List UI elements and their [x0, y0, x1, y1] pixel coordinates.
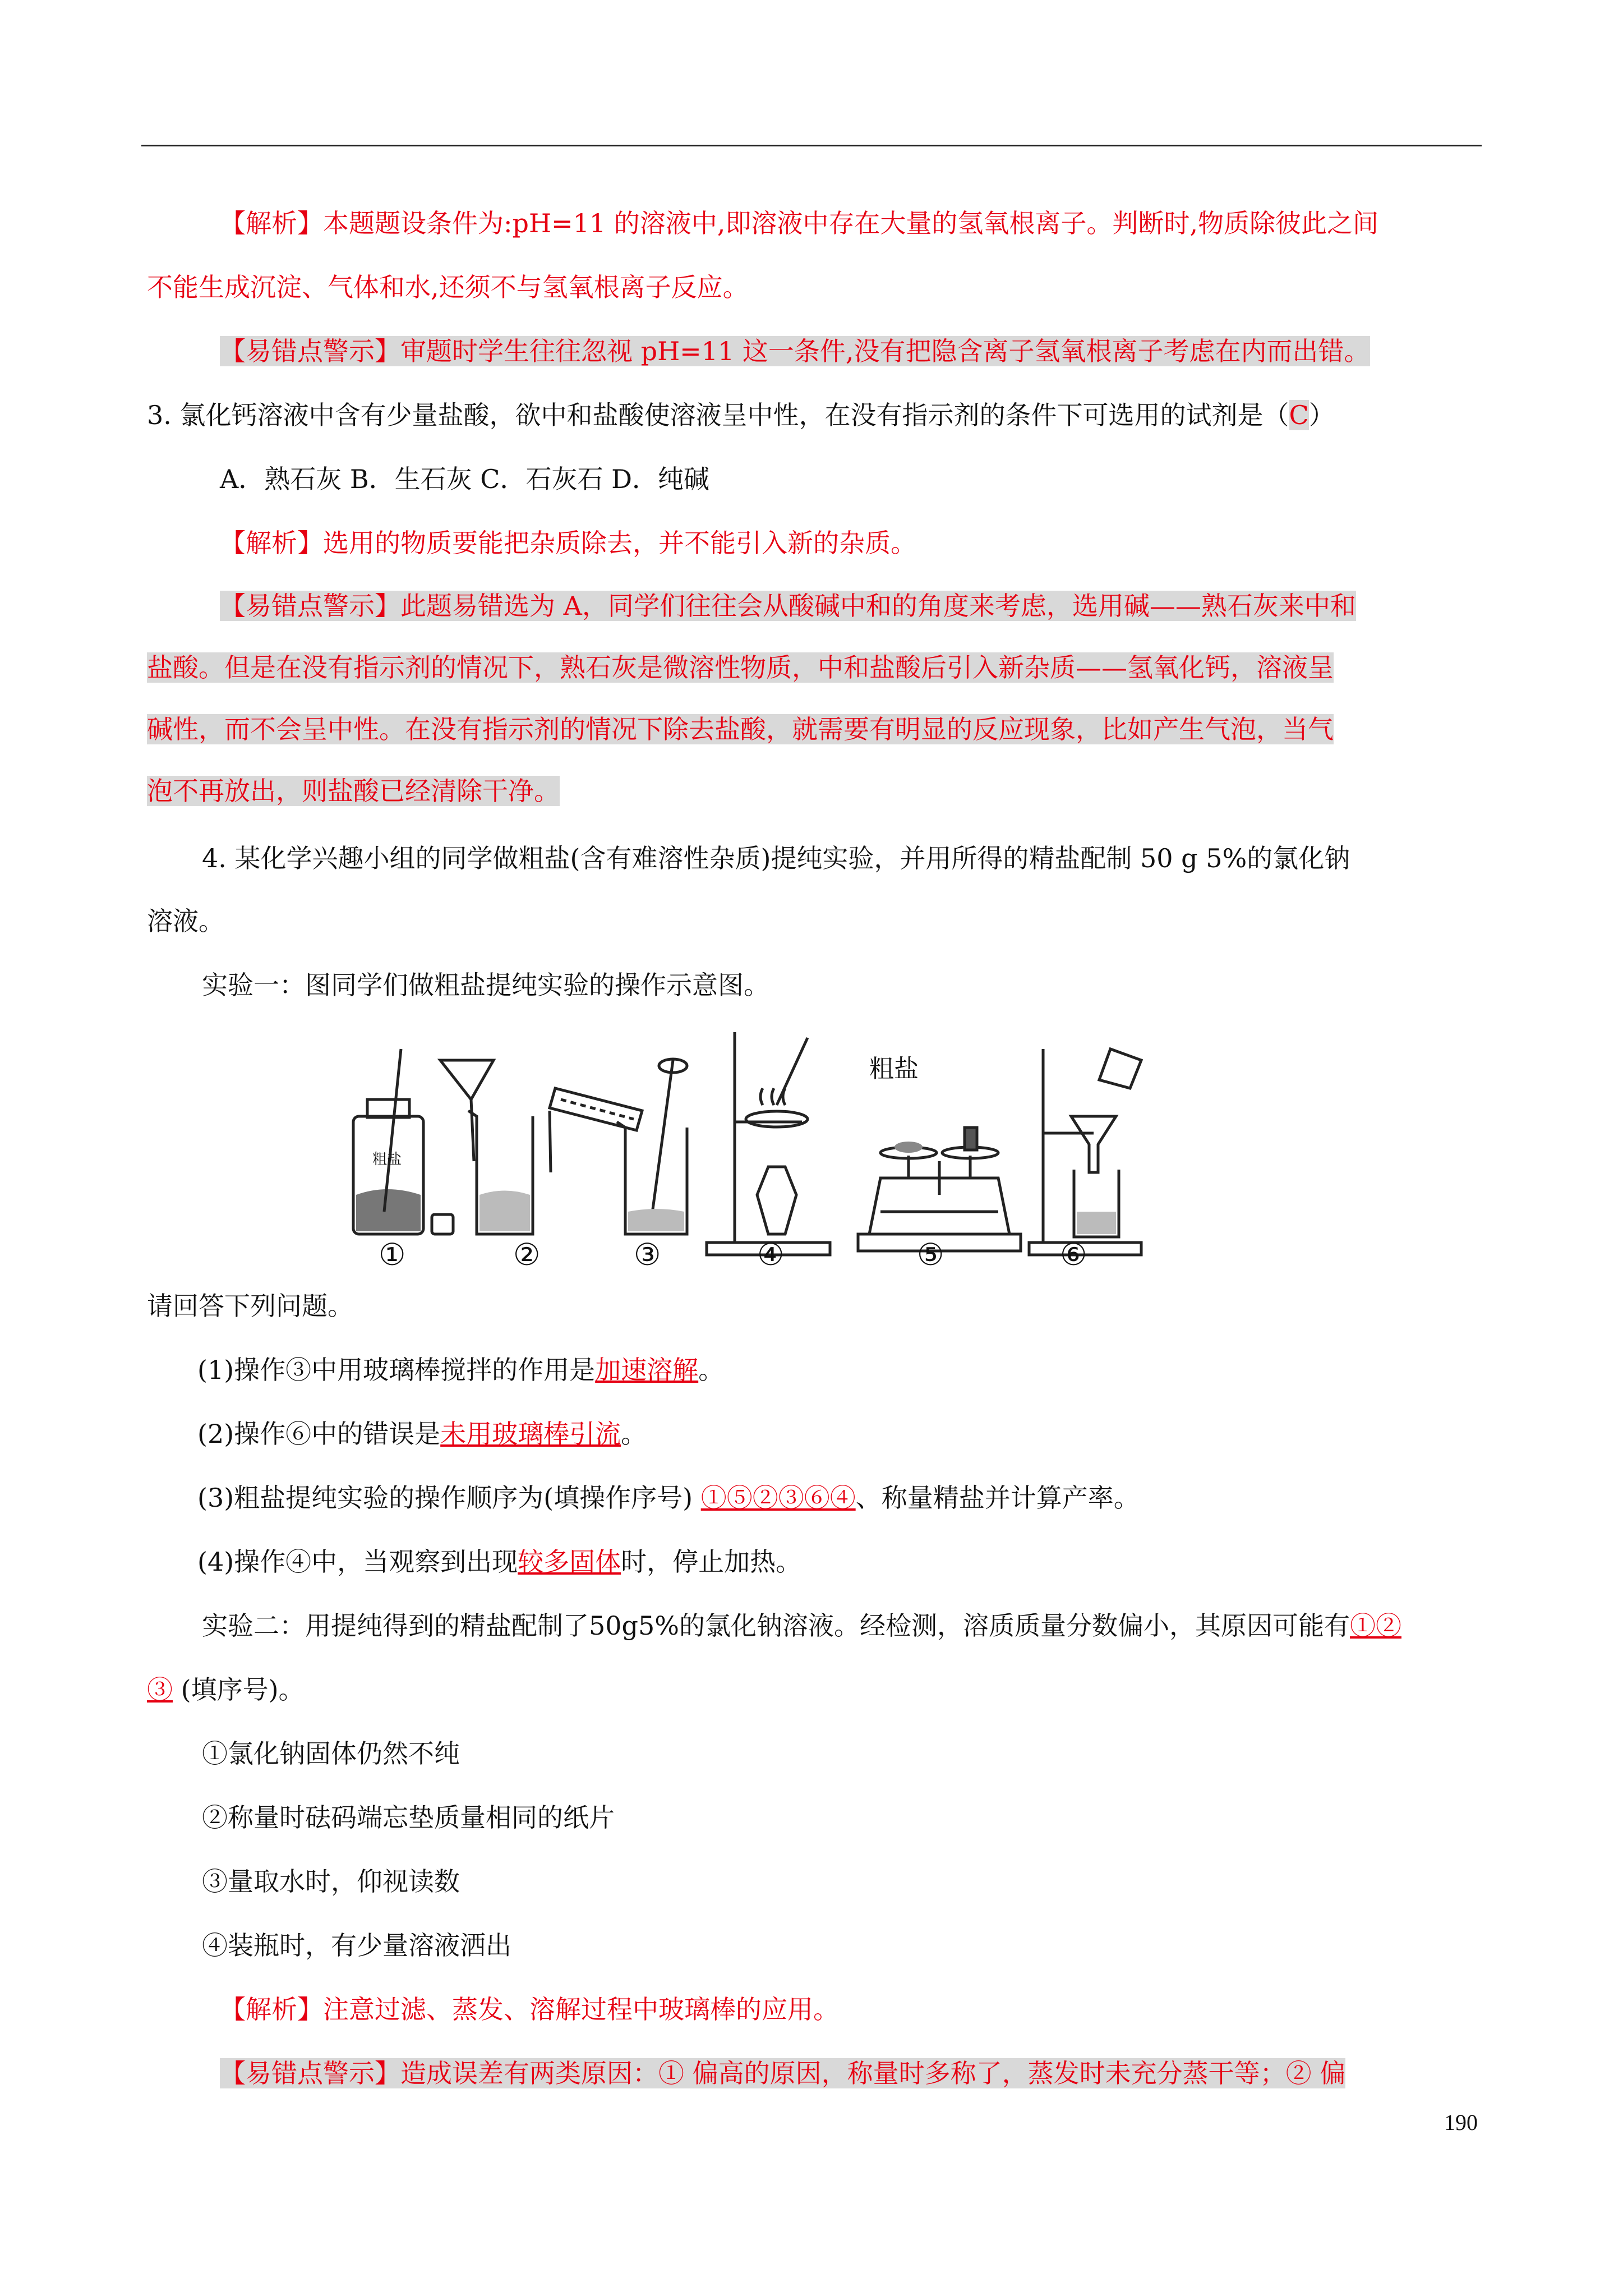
experiment-2-line: ③ (填序号)。 — [147, 1674, 305, 1705]
analysis-line: 【解析】选用的物质要能把杂质除去，并不能引入新的杂质。 — [220, 528, 916, 558]
balance-icon — [858, 1128, 1021, 1251]
answer-blank: C — [1289, 400, 1309, 430]
analysis-label: 【解析】 — [220, 208, 323, 238]
answer-blank: 未用玻璃棒引流 — [440, 1419, 621, 1449]
figure-number-3: ③ — [634, 1237, 661, 1272]
question-4: 4. 某化学兴趣小组的同学做粗盐(含有难溶性杂质)提纯实验，并用所得的精盐配制 50 g 5%的氯化钠 — [202, 843, 1350, 873]
experiment-2-line: 实验二：用提纯得到的精盐配制了50g5%的氯化钠溶液。经检测，溶质质量分数偏小，其原因可能有①② — [202, 1611, 1401, 1641]
list-item: ②称量时砝码端忘垫质量相同的纸片 — [202, 1802, 615, 1833]
warning-line: 泡不再放出，则盐酸已经清除干净。 — [147, 776, 560, 806]
sub-question-2: (2)操作⑥中的错误是未用玻璃棒引流。 — [197, 1419, 647, 1449]
page-number: 190 — [1444, 2110, 1478, 2135]
list-item: ①氯化钠固体仍然不纯 — [202, 1738, 460, 1769]
sub-question-3: (3)粗盐提纯实验的操作顺序为(填操作序号) ①⑤②③⑥④、称量精盐并计算产率。 — [197, 1483, 1140, 1513]
warning-label: 【易错点警示】 — [220, 336, 400, 366]
warning-line: 【易错点警示】造成误差有两类原因：① 偏高的原因，称量时多称了，蒸发时未充分蒸干等；② 偏 — [220, 2058, 1346, 2088]
beaker-stir-icon — [617, 1059, 687, 1234]
experiment-1-title: 实验一：图同学们做粗盐提纯实验的操作示意图。 — [202, 970, 769, 1000]
answer-blank: 较多固体 — [518, 1547, 621, 1577]
filtration-stand-icon — [1029, 1049, 1141, 1255]
analysis-label: 【解析】 — [220, 528, 323, 558]
warning-label: 【易错点警示】 — [220, 591, 400, 621]
answer-blank: ③ — [147, 1674, 173, 1705]
analysis-line: 【解析】本题题设条件为:pH=11 的溶液中,即溶液中存在大量的氢氧根离子。判断时,物质除彼此之间 — [220, 208, 1379, 238]
figure-number-4: ④ — [757, 1237, 785, 1272]
list-item: ③量取水时，仰视读数 — [202, 1866, 460, 1897]
warning-line: 碱性，而不会呈中性。在没有指示剂的情况下除去盐酸，就需要有明显的反应现象，比如产生气泡，当气 — [147, 714, 1334, 744]
figure-number-1: ① — [379, 1237, 406, 1272]
warning-line: 【易错点警示】审题时学生往往忽视 pH=11 这一条件,没有把隐含离子氢氧根离子考虑在内而出错。 — [220, 336, 1370, 366]
analysis-line: 不能生成沉淀、气体和水,还须不与氢氧根离子反应。 — [147, 272, 749, 302]
coarse-salt-label: 粗盐 — [869, 1055, 919, 1083]
header-rule — [141, 145, 1482, 146]
sub-question-4: (4)操作④中，当观察到出现较多固体时，停止加热。 — [197, 1547, 802, 1577]
reagent-bottle-icon — [353, 1049, 453, 1234]
answer-blank: ①⑤②③⑥④ — [700, 1483, 856, 1513]
evaporation-stand-icon — [707, 1032, 830, 1255]
bottle-label: 粗盐 — [372, 1151, 402, 1168]
warning-line: 【易错点警示】此题易错选为 A，同学们往往会从酸碱中和的角度来考虑，选用碱——熟石灰来中和 — [220, 591, 1356, 621]
pouring-icon — [550, 1088, 642, 1172]
analysis-line: 【解析】注意过滤、蒸发、溶解过程中玻璃棒的应用。 — [220, 1994, 839, 2024]
answer-blank: ①② — [1349, 1611, 1401, 1641]
question-3: 3. 氯化钙溶液中含有少量盐酸，欲中和盐酸使溶液呈中性，在没有指示剂的条件下可选用的试剂是（C） — [147, 400, 1335, 430]
experiment-figure — [320, 1027, 1144, 1273]
question-4: 溶液。 — [147, 906, 224, 936]
question-3-options: A．熟石灰 B．生石灰 C．石灰石 D．纯碱 — [220, 464, 709, 494]
figure-number-5: ⑤ — [917, 1237, 944, 1272]
figure-number-6: ⑥ — [1060, 1237, 1087, 1272]
answer-blank: 加速溶解 — [595, 1355, 699, 1385]
figure-number-2: ② — [513, 1237, 541, 1272]
analysis-label: 【解析】 — [220, 1994, 323, 2024]
warning-line: 盐酸。但是在没有指示剂的情况下，熟石灰是微溶性物质，中和盐酸后引入新杂质——氢氧化钙，溶液呈 — [147, 652, 1334, 683]
list-item: ④装瓶时，有少量溶液洒出 — [202, 1930, 511, 1961]
prompt: 请回答下列问题。 — [147, 1291, 353, 1321]
sub-question-1: (1)操作③中用玻璃棒搅拌的作用是加速溶解。 — [197, 1355, 725, 1385]
beaker-dissolve-icon — [440, 1060, 533, 1234]
warning-label: 【易错点警示】 — [220, 2058, 400, 2088]
